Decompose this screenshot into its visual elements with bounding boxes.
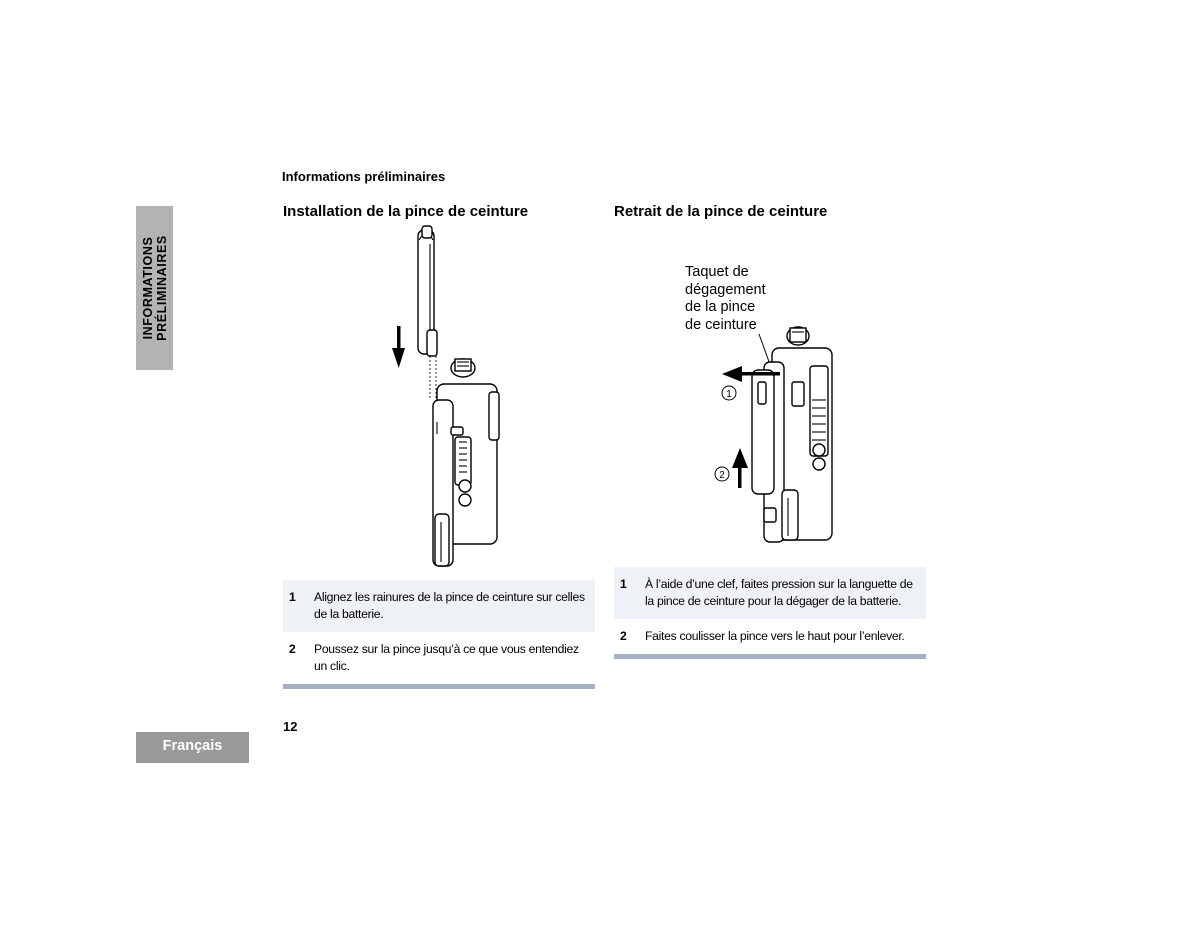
- page-header: Informations préliminaires: [282, 169, 446, 184]
- step-number: 1: [620, 577, 627, 591]
- marker-2-icon: [715, 467, 729, 481]
- language-tab: Français: [136, 732, 249, 763]
- step-text: Alignez les rainures de la pince de ceinture sur celles de la batterie.: [314, 590, 585, 621]
- install-section-title: Installation de la pince de ceinture: [283, 203, 529, 220]
- arrow-down-icon: [392, 326, 405, 368]
- table-row: [614, 567, 926, 619]
- side-section-tab: [136, 206, 173, 370]
- radio-body-drawing: [752, 327, 832, 542]
- step-number: 2: [620, 629, 627, 643]
- table-row: [283, 580, 595, 632]
- step-text: Poussez sur la pince jusqu’à ce que vous entendiez un clic.: [314, 642, 579, 673]
- install-steps-table: [283, 580, 595, 689]
- belt-clip-drawing: [418, 226, 437, 356]
- arrow-up-icon: [732, 448, 748, 488]
- table-row: [283, 632, 595, 684]
- removal-section-title: Retrait de la pince de ceinture: [614, 203, 828, 220]
- step-number: 1: [289, 590, 296, 604]
- side-section-tab-label: INFORMATIONS PRÉLIMINAIRES: [140, 235, 169, 341]
- marker-1-icon: [722, 386, 736, 400]
- step-number: 2: [289, 642, 296, 656]
- page-number: 12: [283, 719, 298, 734]
- radio-body-drawing: [433, 359, 499, 566]
- step-text: Faites coulisser la pince vers le haut pour l’enlever.: [645, 629, 905, 643]
- step-text: À l’aide d’une clef, faites pression sur la languette de la pince de ceinture pour la dégager de la batterie.: [645, 577, 913, 608]
- install-clip-illustration: [385, 222, 515, 574]
- removal-steps-table: [614, 567, 926, 659]
- release-tab-callout: Taquet de dégagement de la pince de ceinture: [685, 264, 766, 333]
- marker-2-label: 2: [719, 470, 725, 481]
- table-bottom-rule: [283, 684, 595, 689]
- table-bottom-rule: [614, 654, 926, 659]
- removal-clip-illustration: [712, 322, 842, 552]
- table-row: [614, 619, 926, 654]
- marker-1-label: 1: [726, 389, 732, 400]
